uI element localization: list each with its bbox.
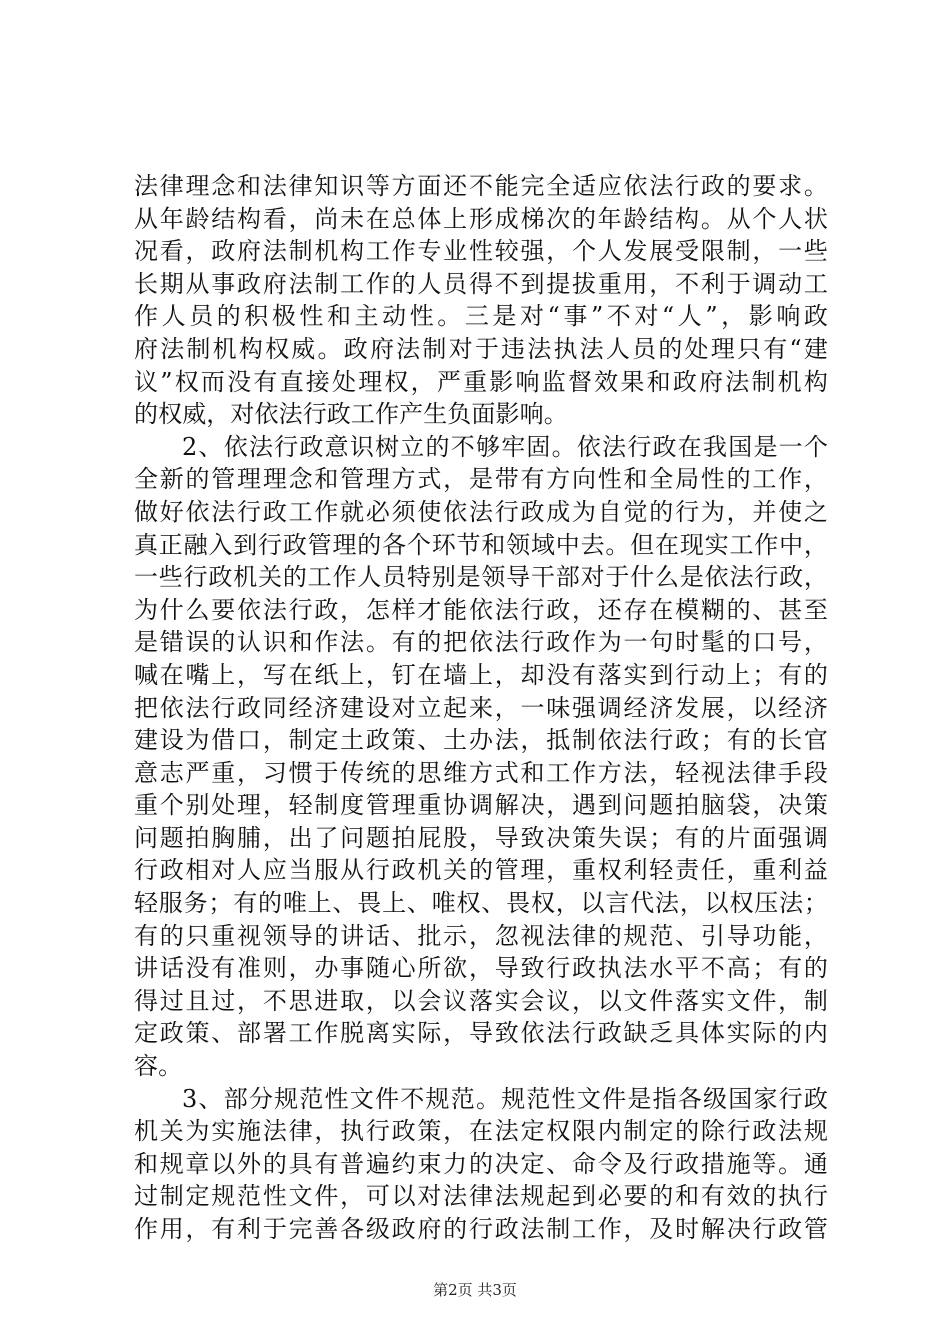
text-line: 容。: [134, 1052, 183, 1081]
text-line: 作人员的积极性和主动性。三是对“事”不对“人”，影响政: [134, 302, 828, 331]
text-line: 有的只重视领导的讲话、批示，忽视法律的规范、引导功能，: [134, 921, 828, 950]
text-line: 法律理念和法律知识等方面还不能完全适应依法行政的要求。: [134, 172, 828, 200]
text-line: 机关为实施法律，执行政策，在法定权限内制定的除行政法规: [134, 1117, 828, 1146]
text-line: 得过且过，不思进取，以会议落实会议，以文件落实文件，制: [134, 986, 828, 1015]
paragraph-start-line: 3、部分规范性文件不规范。规范性文件是指各级国家行政: [182, 1084, 828, 1113]
text-line: 是错误的认识和作法。有的把依法行政作为一句时髦的口号，: [134, 628, 828, 657]
text-line: 讲话没有准则，办事随心所欲，导致行政执法水平不高；有的: [134, 954, 828, 983]
body-text: [134, 170, 828, 1246]
text-line: 建设为借口，制定土政策、土办法，抵制依法行政；有的长官: [134, 726, 828, 755]
text-line: 议”权而没有直接处理权，严重影响监督效果和政府法制机构: [134, 367, 828, 396]
text-line: 全新的管理理念和管理方式，是带有方向性和全局性的工作，: [134, 465, 828, 494]
page-number-footer: 第2页 共3页: [433, 1281, 517, 1299]
text-line: 问题拍胸脯，出了问题拍屁股，导致决策失误；有的片面强调: [134, 823, 828, 852]
text-line: 和规章以外的具有普遍约束力的决定、命令及行政措施等。通: [134, 1149, 828, 1178]
text-line: 轻服务；有的唯上、畏上、唯权、畏权，以言代法，以权压法；: [134, 889, 828, 918]
text-line: 一些行政机关的工作人员特别是领导干部对于什么是依法行政，: [134, 563, 828, 592]
text-line: 喊在嘴上，写在纸上，钉在墙上，却没有落实到行动上；有的: [134, 660, 828, 689]
text-line: 作用，有利于完善各级政府的行政法制工作，及时解决行政管: [134, 1215, 828, 1243]
text-line: 意志严重，习惯于传统的思维方式和工作方法，轻视法律手段: [134, 758, 828, 787]
text-line: 重个别处理，轻制度管理重协调解决，遇到问题拍脑袋，决策: [134, 791, 828, 820]
text-line: 过制定规范性文件，可以对法律法规起到必要的和有效的执行: [134, 1182, 828, 1211]
text-line: 从年龄结构看，尚未在总体上形成梯次的年龄结构。从个人状: [134, 204, 828, 233]
text-line: 真正融入到行政管理的各个环节和领域中去。但在现实工作中，: [134, 530, 828, 559]
text-line: 长期从事政府法制工作的人员得不到提拔重用，不利于调动工: [134, 269, 828, 298]
paragraph-start-line: 2、依法行政意识树立的不够牢固。依法行政在我国是一个: [182, 432, 828, 461]
text-line: 况看，政府法制机构工作专业性较强，个人发展受限制，一些: [134, 237, 828, 266]
text-line: 的权威，对依法行政工作产生负面影响。: [134, 400, 568, 429]
text-line: 行政相对人应当服从行政机关的管理，重权利轻责任，重利益: [134, 856, 828, 885]
text-line: 定政策、部署工作脱离实际，导致依法行政缺乏具体实际的内: [134, 1019, 828, 1048]
text-line: 为什么要依法行政，怎样才能依法行政，还存在模糊的、甚至: [134, 595, 828, 624]
text-line: 做好依法行政工作就必须使依法行政成为自觉的行为，并使之: [134, 497, 828, 526]
text-line: 府法制机构权威。政府法制对于违法执法人员的处理只有“建: [134, 334, 828, 363]
text-line: 把依法行政同经济建设对立起来，一味强调经济发展，以经济: [134, 693, 828, 722]
